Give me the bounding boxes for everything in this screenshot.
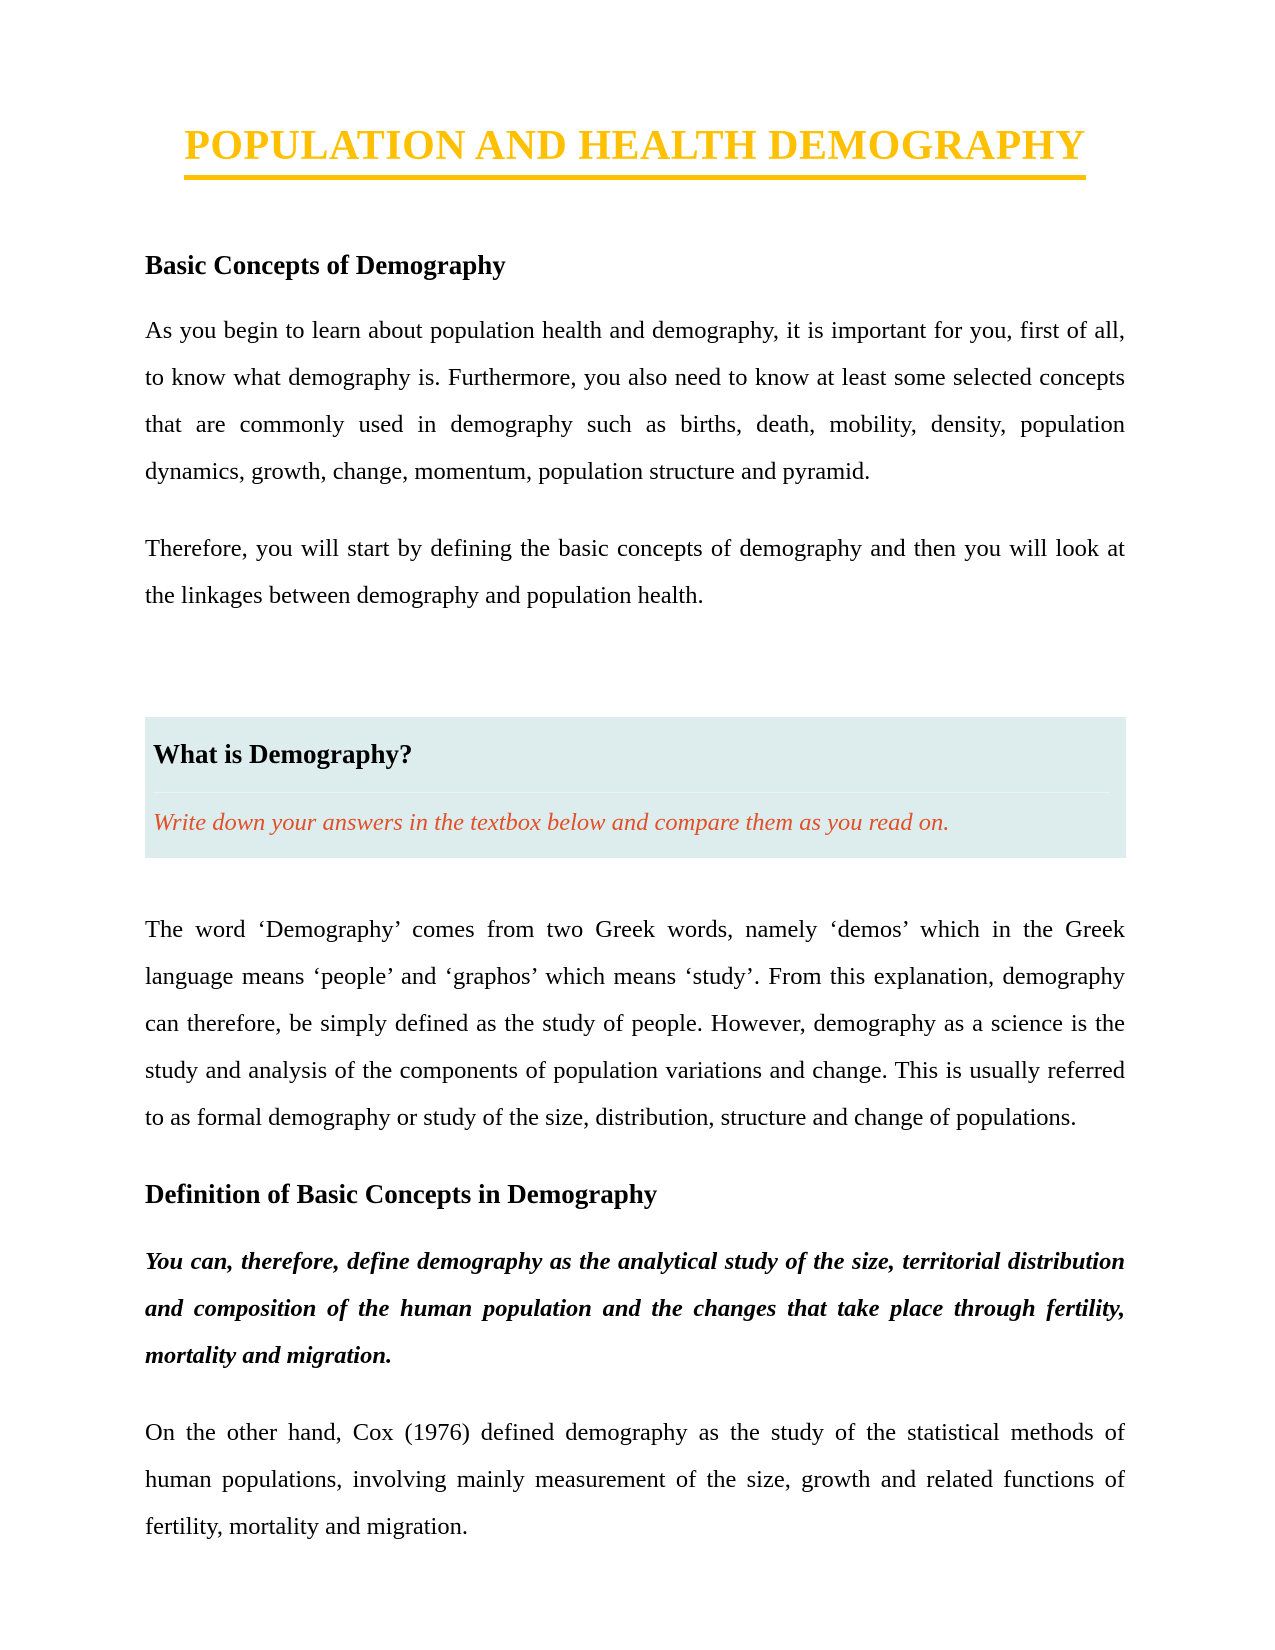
- heading-definition-basic-concepts: Definition of Basic Concepts in Demography: [145, 1179, 658, 1210]
- paragraph-greek-origin: The word ‘Demography’ comes from two Greek words, namely ‘demos’ which in the Greek language means ‘people’ and ‘graphos’ which means ‘study’. From this explanation, demography can therefore, be simply defined as the study of people. However, demography as a science is the study and analysis of the components of population variations and change. This is usually referred to as formal demography or study of the size, distribution, structure and change of populations.: [145, 916, 1125, 1132]
- paragraph-intro-2: Therefore, you will start by defining the basic concepts of demography and then you will look at the linkages between demography and population health.: [145, 535, 1125, 610]
- heading-what-is-demography: What is Demography?: [153, 739, 413, 770]
- document-title-text: POPULATION AND HEALTH DEMOGRAPHY: [184, 122, 1086, 180]
- prompt-instruction: Write down your answers in the textbox below and compare them as you read on.: [153, 792, 1110, 854]
- document-title: [145, 122, 1125, 180]
- paragraph-cox-definition: On the other hand, Cox (1976) defined demography as the study of the statistical methods of human populations, involving mainly measurement of the size, growth and related functions of fertility, mortality and migration.: [145, 1419, 1125, 1541]
- heading-basic-concepts: Basic Concepts of Demography: [145, 250, 506, 281]
- highlight-callout: [145, 717, 1126, 858]
- paragraph-definition-emphasis: You can, therefore, define demography as the analytical study of the size, territorial distribution and composition of the human population and the changes that take place through fertility, mortality and migration.: [145, 1248, 1125, 1370]
- paragraph-intro-1: As you begin to learn about population health and demography, it is important for you, first of all, to know what demography is. Furthermore, you also need to know at least some selected concepts that are commonly used in demography such as births, death, mobility, density, population dynamics, growth, change, momentum, population structure and pyramid.: [145, 317, 1125, 486]
